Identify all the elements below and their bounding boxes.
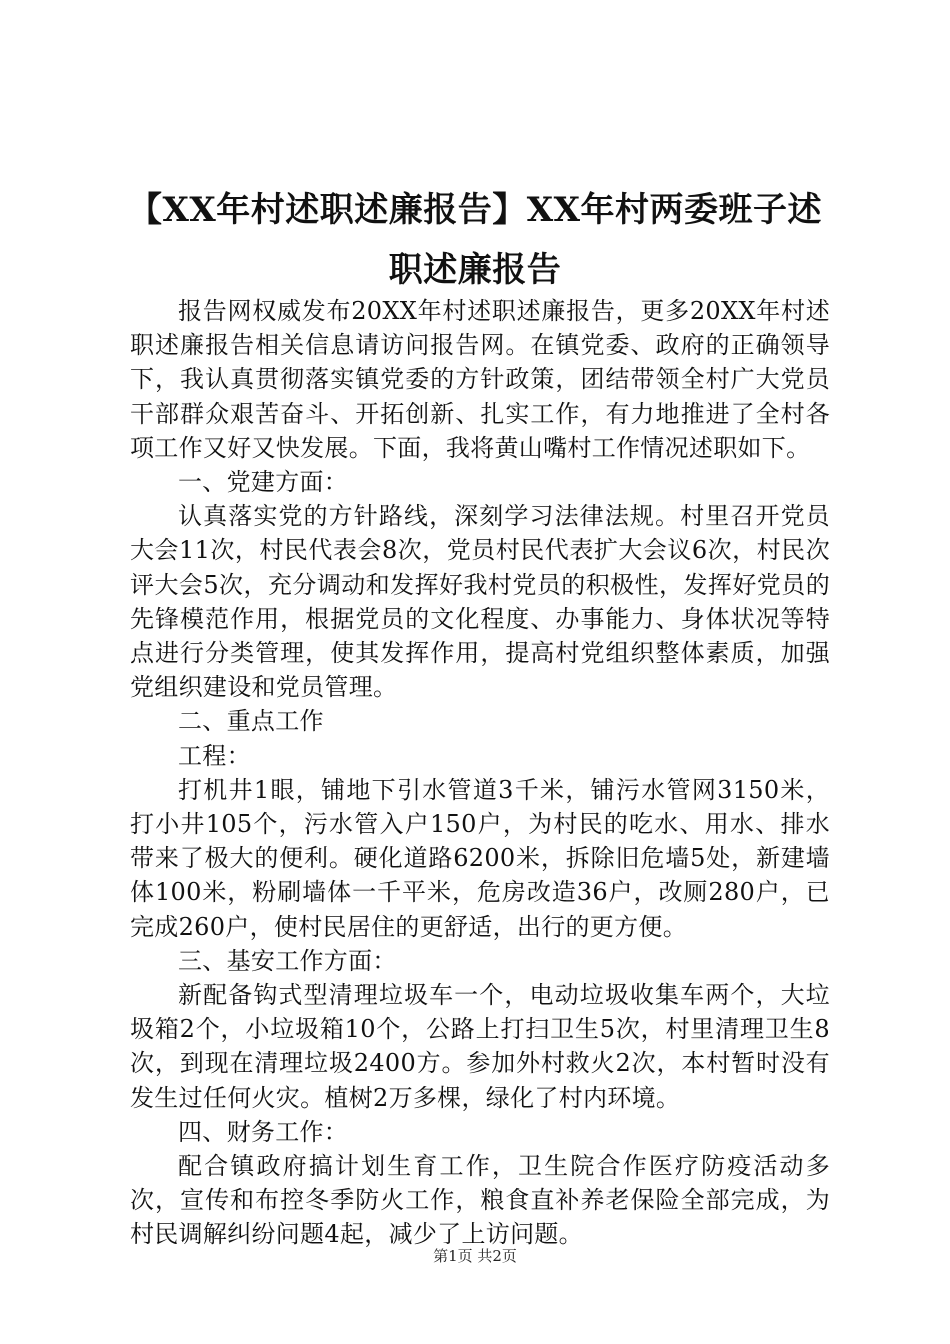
paragraph-security: 新配备钩式型清理垃圾车一个，电动垃圾收集车两个，大垃圾箱2个，小垃圾箱10个，公路上打扫卫生5次，村里清理卫生8次，到现在清理垃圾2400方。参加外村救火2次，本村暂时没有发生过任何火灾。植树2万多棵，绿化了村内环境。 bbox=[130, 981, 830, 1112]
paragraph-intro: 报告网权威发布20XX年村述职述廉报告，更多20XX年村述职述廉报告相关信息请访问报告网。在镇党委、政府的正确领导下，我认真贯彻落实镇党委的方针政策，团结带领全村广大党员干部群众艰苦奋斗、开拓创新、扎实工作，有力地推进了全村各项工作又好又快发展。下面，我将黄山嘴村工作情况述职如下。 bbox=[130, 297, 830, 462]
section-heading-security: 三、基安工作方面： bbox=[178, 946, 397, 975]
page-number-footer: 第1页 共2页 bbox=[433, 1247, 517, 1265]
document-title-line-1: 【XX年村述职述廉报告】XX年村两委班子述 bbox=[127, 190, 823, 230]
section-heading-key-work: 二、重点工作 bbox=[178, 707, 324, 736]
section-heading-party-building: 一、党建方面： bbox=[178, 468, 349, 497]
document-body bbox=[130, 294, 830, 1252]
paragraph-party-building: 认真落实党的方针路线，深刻学习法律法规。村里召开党员大会11次，村民代表会8次，党员村民代表扩大会议6次，村民次评大会5次，充分调动和发挥好我村党员的积极性，发挥好党员的先锋模范作用，根据党员的文化程度、办事能力、身体状况等特点进行分类管理，使其发挥作用，提高村党组织整体素质，加强党组织建设和党员管理。 bbox=[130, 502, 830, 702]
section-heading-finance: 四、财务工作： bbox=[178, 1117, 349, 1146]
paragraph-engineering: 打机井1眼，铺地下引水管道3千米，铺污水管网3150米，打小井105个，污水管入户150户，为村民的吃水、用水、排水带来了极大的便利。硬化道路6200米，拆除旧危墙5处，新建墙体100米，粉刷墙体一千平米，危房改造36户，改厕280户，已完成260户，使村民居住的更舒适，出行的更方便。 bbox=[130, 775, 830, 941]
subheading-engineering: 工程： bbox=[178, 741, 251, 770]
paragraph-finance: 配合镇政府搞计划生育工作，卫生院合作医疗防疫活动多次，宣传和布控冬季防火工作，粮食直补养老保险全部完成，为村民调解纠纷问题4起，减少了上访问题。 bbox=[130, 1152, 830, 1249]
document-title-line-2: 职述廉报告 bbox=[388, 250, 562, 290]
